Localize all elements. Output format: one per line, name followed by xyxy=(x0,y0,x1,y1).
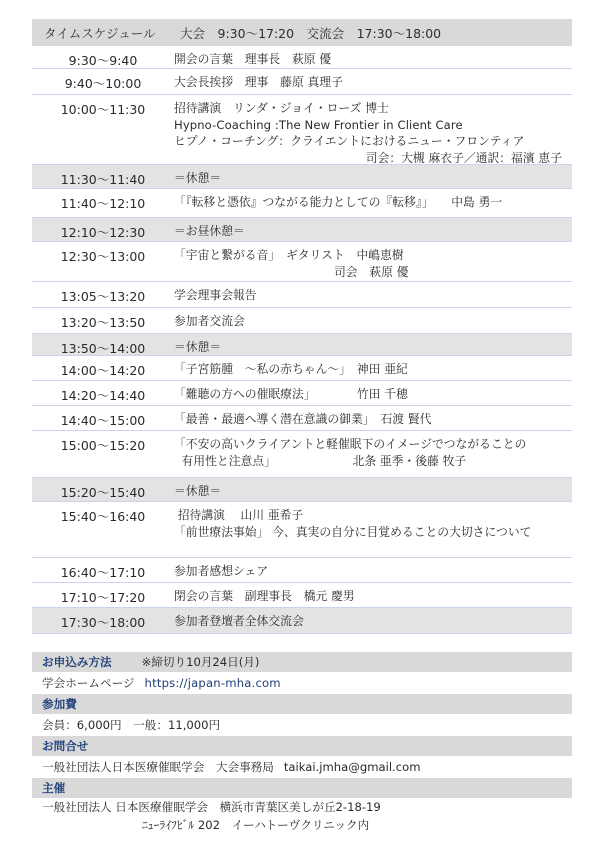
schedule-line: 司会 萩原 優 xyxy=(334,264,409,279)
schedule-time: 12:30〜13:00 xyxy=(60,249,146,264)
apply-title: お申込み方法 xyxy=(42,655,112,669)
schedule-table xyxy=(32,19,572,634)
apply-deadline: ※締切り10月24日(月) xyxy=(141,655,260,669)
schedule-line: 開会の言葉 理事長 萩原 優 xyxy=(174,52,332,66)
schedule-line: 「最善・最適へ導く潜在意識の御業」 石渡 賢代 xyxy=(174,412,432,426)
schedule-time: 9:40〜10:00 xyxy=(64,76,142,91)
schedule-content xyxy=(174,46,572,68)
schedule-time: 15:40〜16:40 xyxy=(60,509,146,524)
schedule-line: 「前世療法事始」 今、真実の自分に目覚めることの大切さについて xyxy=(174,524,532,539)
schedule-time: 10:00〜11:30 xyxy=(60,102,146,117)
schedule-content xyxy=(174,558,572,582)
schedule-row xyxy=(32,431,572,478)
schedule-row xyxy=(32,308,572,334)
schedule-time: 16:40〜17:10 xyxy=(60,565,146,580)
schedule-content xyxy=(174,242,572,281)
schedule-time: 14:00〜14:20 xyxy=(60,363,146,378)
schedule-header xyxy=(32,19,572,46)
host-address-line1: 一般社団法人 日本医療催眠学会 横浜市青葉区美しが丘2-18-19 xyxy=(42,800,381,814)
schedule-content xyxy=(174,381,572,405)
schedule-content xyxy=(174,583,572,607)
fee-bar xyxy=(32,694,572,714)
schedule-content xyxy=(174,308,572,333)
schedule-time: 17:30〜18:00 xyxy=(60,615,146,630)
schedule-line: 司会：大槻 麻衣子／通訳：福濱 恵子 xyxy=(365,150,562,165)
schedule-content xyxy=(174,218,572,241)
schedule-time: 9:30〜9:40 xyxy=(68,53,138,68)
schedule-rows xyxy=(32,46,572,634)
contact-title: お問合せ xyxy=(42,739,89,753)
schedule-line: 参加者登壇者全体交流会 xyxy=(174,614,304,628)
schedule-content xyxy=(174,478,572,501)
contact-bar xyxy=(32,736,572,756)
schedule-row xyxy=(32,282,572,308)
schedule-row xyxy=(32,583,572,608)
schedule-time: 13:05〜13:20 xyxy=(60,289,146,304)
schedule-content xyxy=(174,95,572,164)
apply-bar xyxy=(32,652,572,672)
schedule-time: 13:50〜14:00 xyxy=(60,341,146,356)
host-title: 主催 xyxy=(42,781,66,795)
schedule-content xyxy=(174,502,572,557)
schedule-line: Hypno-Coaching :The New Frontier in Client Care xyxy=(174,117,463,132)
schedule-time: 14:40〜15:00 xyxy=(60,413,146,428)
schedule-time: 15:20〜15:40 xyxy=(60,485,146,500)
schedule-content xyxy=(174,431,572,477)
fee-title: 参加費 xyxy=(42,697,77,711)
break-row xyxy=(32,608,572,634)
schedule-line: ＝休憩＝ xyxy=(174,340,222,354)
schedule-line: 大会長挨拶 理事 藤原 真理子 xyxy=(174,75,343,89)
schedule-time: 13:20〜13:50 xyxy=(60,315,146,330)
schedule-row xyxy=(32,46,572,69)
schedule-row xyxy=(32,406,572,431)
schedule-line: 参加者交流会 xyxy=(174,314,245,328)
contact-email-link[interactable]: taikai.jmha@gmail.com xyxy=(283,760,421,774)
schedule-time: 14:20〜14:40 xyxy=(60,388,146,403)
schedule-line: ＝休憩＝ xyxy=(174,484,222,498)
schedule-content xyxy=(174,334,572,355)
schedule-line: 参加者感想シェア xyxy=(174,564,269,578)
contact-org: 一般社団法人日本医療催眠学会 大会事務局 xyxy=(42,760,274,774)
schedule-line: ＝休憩＝ xyxy=(174,171,222,185)
schedule-content xyxy=(174,356,572,380)
apply-site-label: 学会ホームページ xyxy=(42,676,135,690)
schedule-line: 「『転移と憑依』つながる能力としての『転移』」 中島 勇一 xyxy=(174,195,503,209)
host-address xyxy=(32,798,572,834)
schedule-content xyxy=(174,165,572,188)
schedule-time: 12:10〜12:30 xyxy=(60,225,146,240)
break-row xyxy=(32,334,572,356)
apply-url-link[interactable]: https://japan-mha.com xyxy=(144,676,281,690)
schedule-row xyxy=(32,558,572,583)
break-row xyxy=(32,165,572,189)
schedule-line: 有用性と注意点」 北条 亜季・後藤 牧子 xyxy=(174,453,467,468)
schedule-line: 「不安の高いクライアントと軽催眠下のイメージでつながることの xyxy=(174,437,527,451)
break-row xyxy=(32,218,572,242)
break-row xyxy=(32,478,572,502)
schedule-time: 11:40〜12:10 xyxy=(60,196,146,211)
schedule-line: 「宇宙と繋がる音」 ギタリスト 中嶋恵樹 xyxy=(174,248,404,262)
schedule-line: ＝お昼休憩＝ xyxy=(174,224,245,238)
schedule-line: 招待講演 リンダ・ジョイ・ローズ 博士 xyxy=(174,101,389,115)
schedule-content xyxy=(174,189,572,217)
schedule-line: 閉会の言葉 副理事長 橋元 慶男 xyxy=(174,589,355,603)
schedule-row xyxy=(32,95,572,165)
schedule-header-label: タイムスケジュール xyxy=(44,25,156,41)
schedule-line: 「子宮筋腫 〜私の赤ちゃん〜」 神田 亜紀 xyxy=(174,362,408,376)
schedule-line: 「難聴の方への催眠療法」 竹田 千穂 xyxy=(174,387,408,401)
host-address-line2: ﾆｭｰﾗｲﾌﾋﾞﾙ 202 イーハトーヴクリニック内 xyxy=(142,818,370,832)
schedule-content xyxy=(174,69,572,94)
schedule-line: 学会理事会報告 xyxy=(174,288,257,302)
contact-line xyxy=(32,756,572,778)
schedule-row xyxy=(32,69,572,95)
schedule-header-detail: 大会 9:30〜17:20 交流会 17:30〜18:00 xyxy=(180,25,442,41)
info-section xyxy=(32,652,572,834)
schedule-content xyxy=(174,406,572,430)
fee-text: 会員：6,000円 一般：11,000円 xyxy=(42,718,221,732)
schedule-time: 11:30〜11:40 xyxy=(60,172,146,187)
schedule-row xyxy=(32,189,572,218)
schedule-time: 17:10〜17:20 xyxy=(60,590,146,605)
schedule-row xyxy=(32,242,572,282)
schedule-row xyxy=(32,502,572,558)
schedule-line: 招待講演 山川 亜希子 xyxy=(174,508,304,522)
schedule-row xyxy=(32,381,572,406)
apply-line xyxy=(32,672,572,694)
schedule-content xyxy=(174,282,572,307)
schedule-line: ヒプノ・コーチング：クライエントにおけるニュー・フロンティア xyxy=(174,134,525,148)
schedule-content xyxy=(174,608,572,633)
schedule-time: 15:00〜15:20 xyxy=(60,438,146,453)
schedule-row xyxy=(32,356,572,381)
host-bar xyxy=(32,778,572,798)
